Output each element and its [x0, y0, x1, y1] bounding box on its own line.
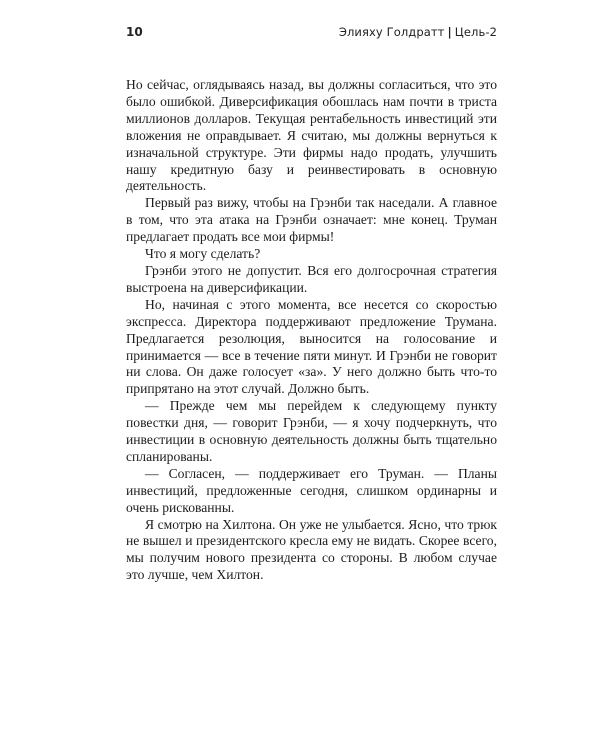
paragraph: — Прежде чем мы перейдем к следующему пункту повестки дня, — говорит Грэнби, — я хочу подчеркнуть, что инвестиции в основную деятельность должны быть тщательно спланированы. [126, 398, 497, 464]
page-number: 10 [126, 25, 143, 39]
running-head-separator: | [447, 25, 452, 39]
text-body [126, 77, 497, 584]
paragraph: Но, начиная с этого момента, все несется со скоростью экспресса. Директора поддерживают предложение Трумана. Предлагается резолюция, выносится на голосование и принимается — все в течение пяти минут. И Грэнби не говорит ни слова. Он даже голосует «за». У него должно быть что-то припрятано на этот случай. Должно быть. [126, 296, 497, 397]
page-header [126, 25, 497, 45]
paragraph: Но сейчас, оглядываясь назад, вы должны согласиться, что это было ошибкой. Диверсификация обошлась нам почти в триста миллионов долларов. Текущая рентабельность инвестиций эти вложения не оправдывает. Я считаю, мы должны вернуться к изначальной структуре. Эти фирмы надо продать, улучшить нашу кредитную базу и реинвестировать в основную деятельность. [126, 77, 497, 194]
running-head-author: Элияху Голдратт [338, 25, 445, 39]
paragraph: Что я могу сделать? [145, 246, 261, 262]
running-head-title: Цель-2 [454, 25, 497, 39]
paragraph: Я смотрю на Хилтона. Он уже не улыбается. Ясно, что трюк не вышел и президентского кресла ему не видать. Скорее всего, мы получим нового президента со стороны. В любом случае это лучше, чем Хилтон. [126, 516, 497, 583]
running-head [339, 25, 497, 39]
paragraph: — Согласен, — поддерживает его Труман. — Планы инвестиций, предложенные сегодня, слишком ординарны и очень рискованны. [126, 465, 497, 515]
paragraph: Первый раз вижу, чтобы на Грэнби так наседали. А главное в том, что эта атака на Грэнби означает: мне конец. Труман предлагает продать все мои фирмы! [126, 195, 497, 245]
paragraph: Грэнби этого не допустит. Вся его долгосрочная стратегия выстроена на диверсификации. [126, 262, 497, 295]
